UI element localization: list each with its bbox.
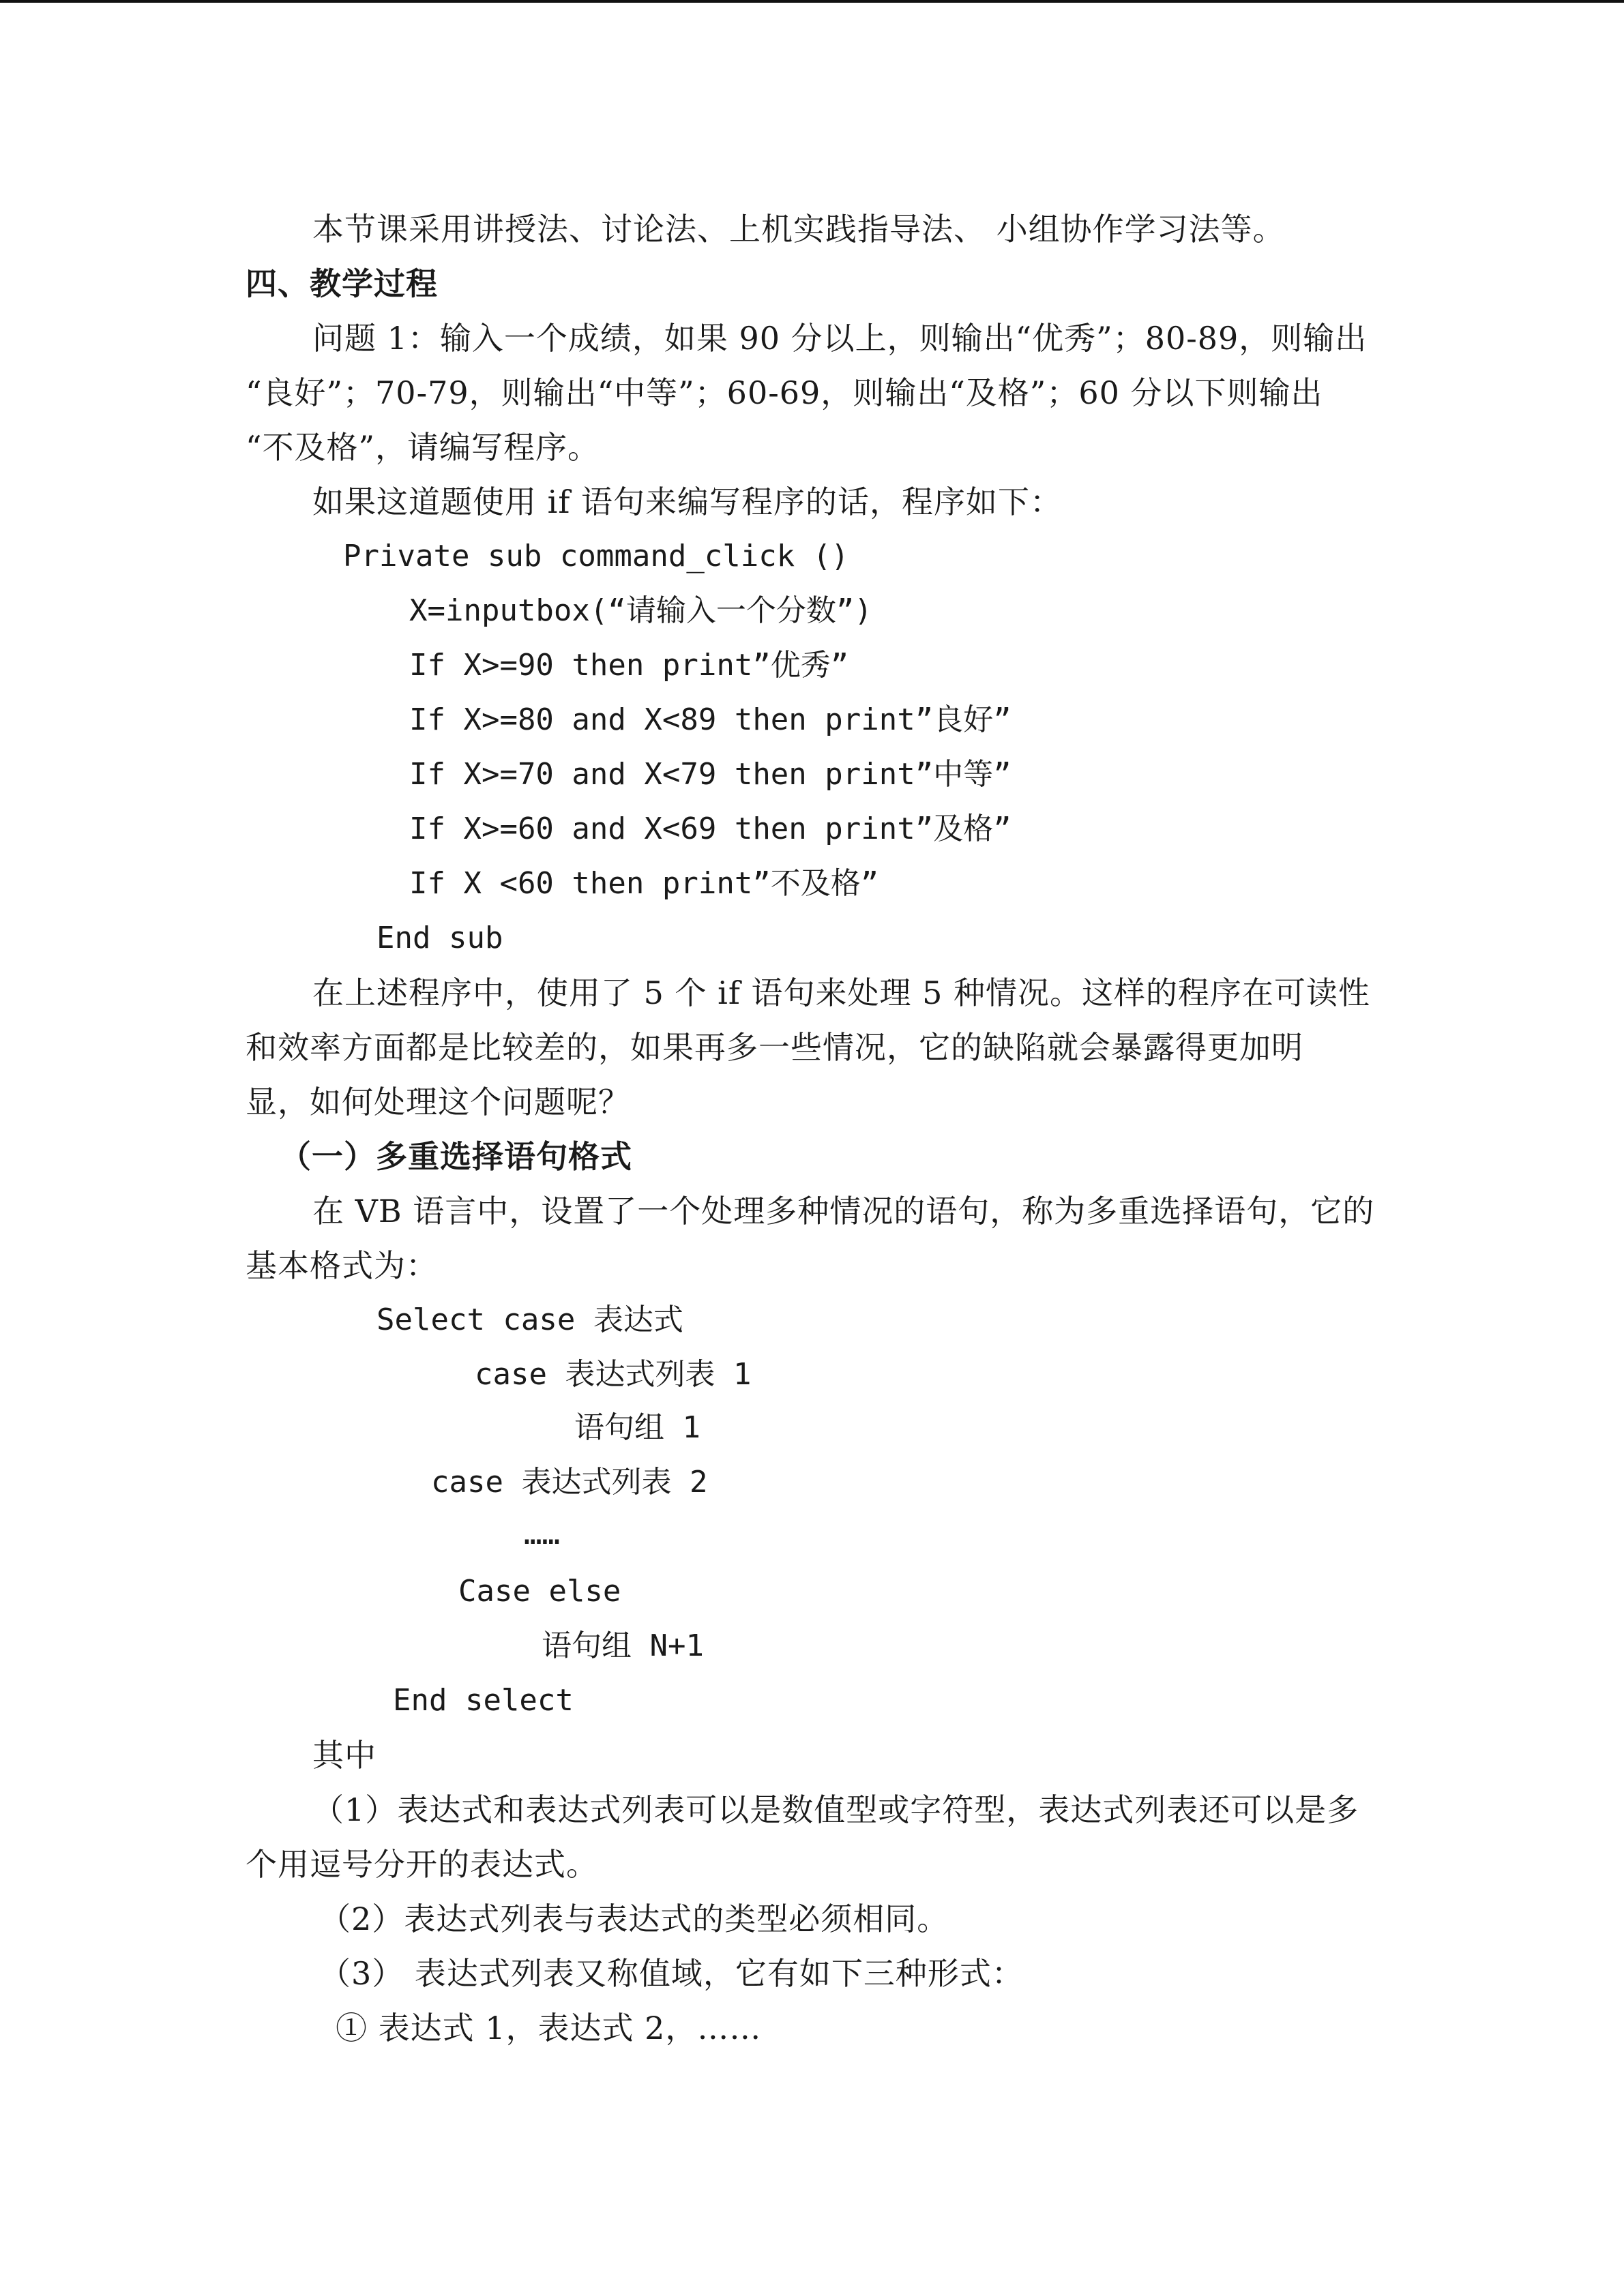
code-line-if-70: If X>=70 and X<79 then print”中等” (409, 757, 1012, 792)
problem1-line-1: 问题 1：输入一个成绩，如果 90 分以上，则输出“优秀”；80-89，则输出 (312, 320, 1368, 357)
note-1-line-2: 个用逗号分开的表达式。 (246, 1846, 598, 1883)
code-line-if-90: If X>=90 then print”优秀” (409, 648, 849, 683)
code-line-if-80: If X>=80 and X<89 then print”良好” (409, 702, 1012, 737)
page-top-border (0, 0, 1624, 3)
syntax-line-statement-group-1: 语句组 1 (574, 1410, 700, 1445)
section-heading-teaching-process: 四、教学过程 (246, 265, 438, 302)
code-line-private-sub: Private sub command_click () (343, 539, 849, 573)
analysis-line-3: 显，如何处理这个问题呢？ (246, 1084, 630, 1120)
analysis-line-2: 和效率方面都是比较差的，如果再多一些情况，它的缺陷就会暴露得更加明 (246, 1029, 1303, 1066)
note-2: （2）表达式列表与表达式的类型必须相同。 (319, 1900, 949, 1937)
syntax-line-case-else: Case else (458, 1574, 621, 1609)
subsection-heading-select-format: （一）多重选择语句格式 (280, 1138, 632, 1175)
code-line-if-below-60: If X <60 then print”不及格” (409, 866, 879, 901)
if-program-intro: 如果这道题使用 if 语句来编写程序的话，程序如下： (312, 483, 1062, 520)
vb-intro-line-2: 基本格式为： (246, 1247, 438, 1284)
form-1: ① 表达式 1，表达式 2，…… (336, 2010, 762, 2046)
syntax-line-select-case: Select case 表达式 (377, 1302, 683, 1337)
syntax-line-case-list-1: case 表达式列表 1 (475, 1357, 752, 1392)
syntax-line-end-select: End select (393, 1683, 574, 1718)
code-line-end-sub: End sub (377, 921, 503, 955)
note-3: （3） 表达式列表又称值域，它有如下三种形式： (319, 1955, 1024, 1992)
methods-sentence: 本节课采用讲授法、讨论法、上机实践指导法、 小组协作学习法等。 (312, 211, 1285, 248)
notes-lead: 其中 (312, 1737, 377, 1774)
problem1-line-2: “良好”；70-79，则输出“中等”；60-69，则输出“及格”；60 分以下则输出 (246, 374, 1323, 411)
syntax-line-statement-group-n1: 语句组 N+1 (542, 1628, 704, 1663)
code-line-inputbox: X=inputbox(“请输入一个分数”) (409, 593, 872, 628)
analysis-line-1: 在上述程序中，使用了 5 个 if 语句来处理 5 种情况。这样的程序在可读性 (312, 974, 1371, 1011)
syntax-line-case-list-2: case 表达式列表 2 (431, 1465, 708, 1500)
note-1-line-1: （1）表达式和表达式列表可以是数值型或字符型，表达式列表还可以是多 (312, 1791, 1359, 1828)
vb-intro-line-1: 在 VB 语言中，设置了一个处理多种情况的语句，称为多重选择语句，它的 (312, 1193, 1375, 1229)
problem1-line-3: “不及格”，请编写程序。 (246, 429, 600, 466)
code-line-if-60: If X>=60 and X<69 then print”及格” (409, 811, 1012, 846)
syntax-line-ellipsis: …… (524, 1517, 560, 1551)
